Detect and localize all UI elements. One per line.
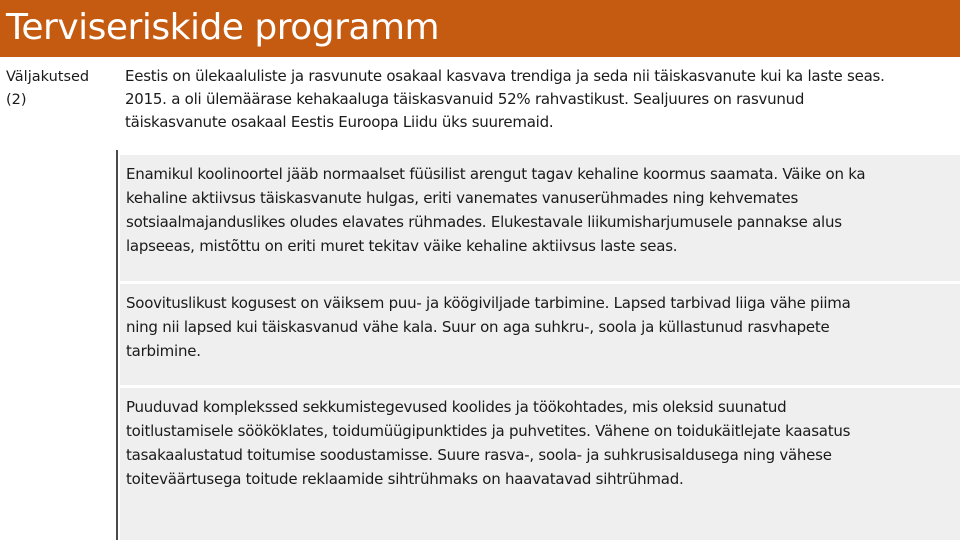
panel-line: toiteväärtusega toitude reklaamide sihtrühmaks on haavatavad sihtrühmad. bbox=[126, 470, 684, 488]
panel-text bbox=[126, 395, 952, 491]
panel-line: lapseeas, mistõttu on eriti muret tekitav väike kehaline aktiivsus laste seas. bbox=[126, 237, 678, 255]
challenge-panel-interventions bbox=[120, 388, 960, 540]
panel-line: Enamikul koolinoortel jääb normaalset füüsilist arengut tagav kehaline koormus saamata. Väike on ka bbox=[126, 165, 866, 183]
challenge-panels bbox=[116, 150, 960, 540]
intro-paragraph bbox=[125, 65, 960, 134]
panel-line: Soovituslikust kogusest on väiksem puu- ja köögiviljade tarbimine. Lapsed tarbivad liiga vähe piima bbox=[126, 294, 851, 312]
intro-line: 2015. a oli ülemäärase kehakaaluga täiskasvanuid 52% rahvastikust. Sealjuures on rasvunud bbox=[125, 90, 805, 108]
intro-line: Eestis on ülekaaluliste ja rasvunute osakaal kasvava trendiga ja seda nii täiskasvanute kui ka laste seas. bbox=[125, 67, 885, 85]
panel-text bbox=[126, 162, 952, 258]
panel-line: toitlustamisele söököklates, toidumüügipunktides ja puhvetites. Vähene on toidukäitlejate kaasatus bbox=[126, 422, 851, 440]
challenge-panel-nutrition bbox=[120, 284, 960, 385]
panel-line: tasakaalustatud toitumise soodustamisse. Suure rasva-, soola- ja suhkrusisaldusega ning vähese bbox=[126, 446, 832, 464]
page-title: Terviseriskide programm bbox=[6, 7, 440, 48]
challenge-panel-physical-activity bbox=[120, 155, 960, 281]
title-bar bbox=[0, 0, 960, 57]
panel-line: kehaline aktiivsus täiskasvanute hulgas, eriti vanemates vanuserühmades ning kehvemates bbox=[126, 189, 799, 207]
panel-line: tarbimine. bbox=[126, 342, 201, 360]
panel-line: Puuduvad komplekssed sekkumistegevused koolides ja töökohtades, mis oleksid suunatud bbox=[126, 398, 787, 416]
intro-line: täiskasvanute osakaal Eestis Euroopa Liidu üks suuremaid. bbox=[125, 113, 554, 131]
section-label-line1: Väljakutsed bbox=[6, 69, 90, 85]
panel-line: ning nii lapsed kui täiskasvanud vähe kala. Suur on aga suhkru-, soola ja küllastunud rasvhapete bbox=[126, 318, 830, 336]
section-label bbox=[6, 66, 116, 112]
section-label-line2: (2) bbox=[6, 92, 27, 108]
panel-line: sotsiaalmajanduslikes oludes elavates rühmades. Elukestavale liikumisharjumusele pannakse alus bbox=[126, 213, 842, 231]
panel-text bbox=[126, 291, 952, 363]
